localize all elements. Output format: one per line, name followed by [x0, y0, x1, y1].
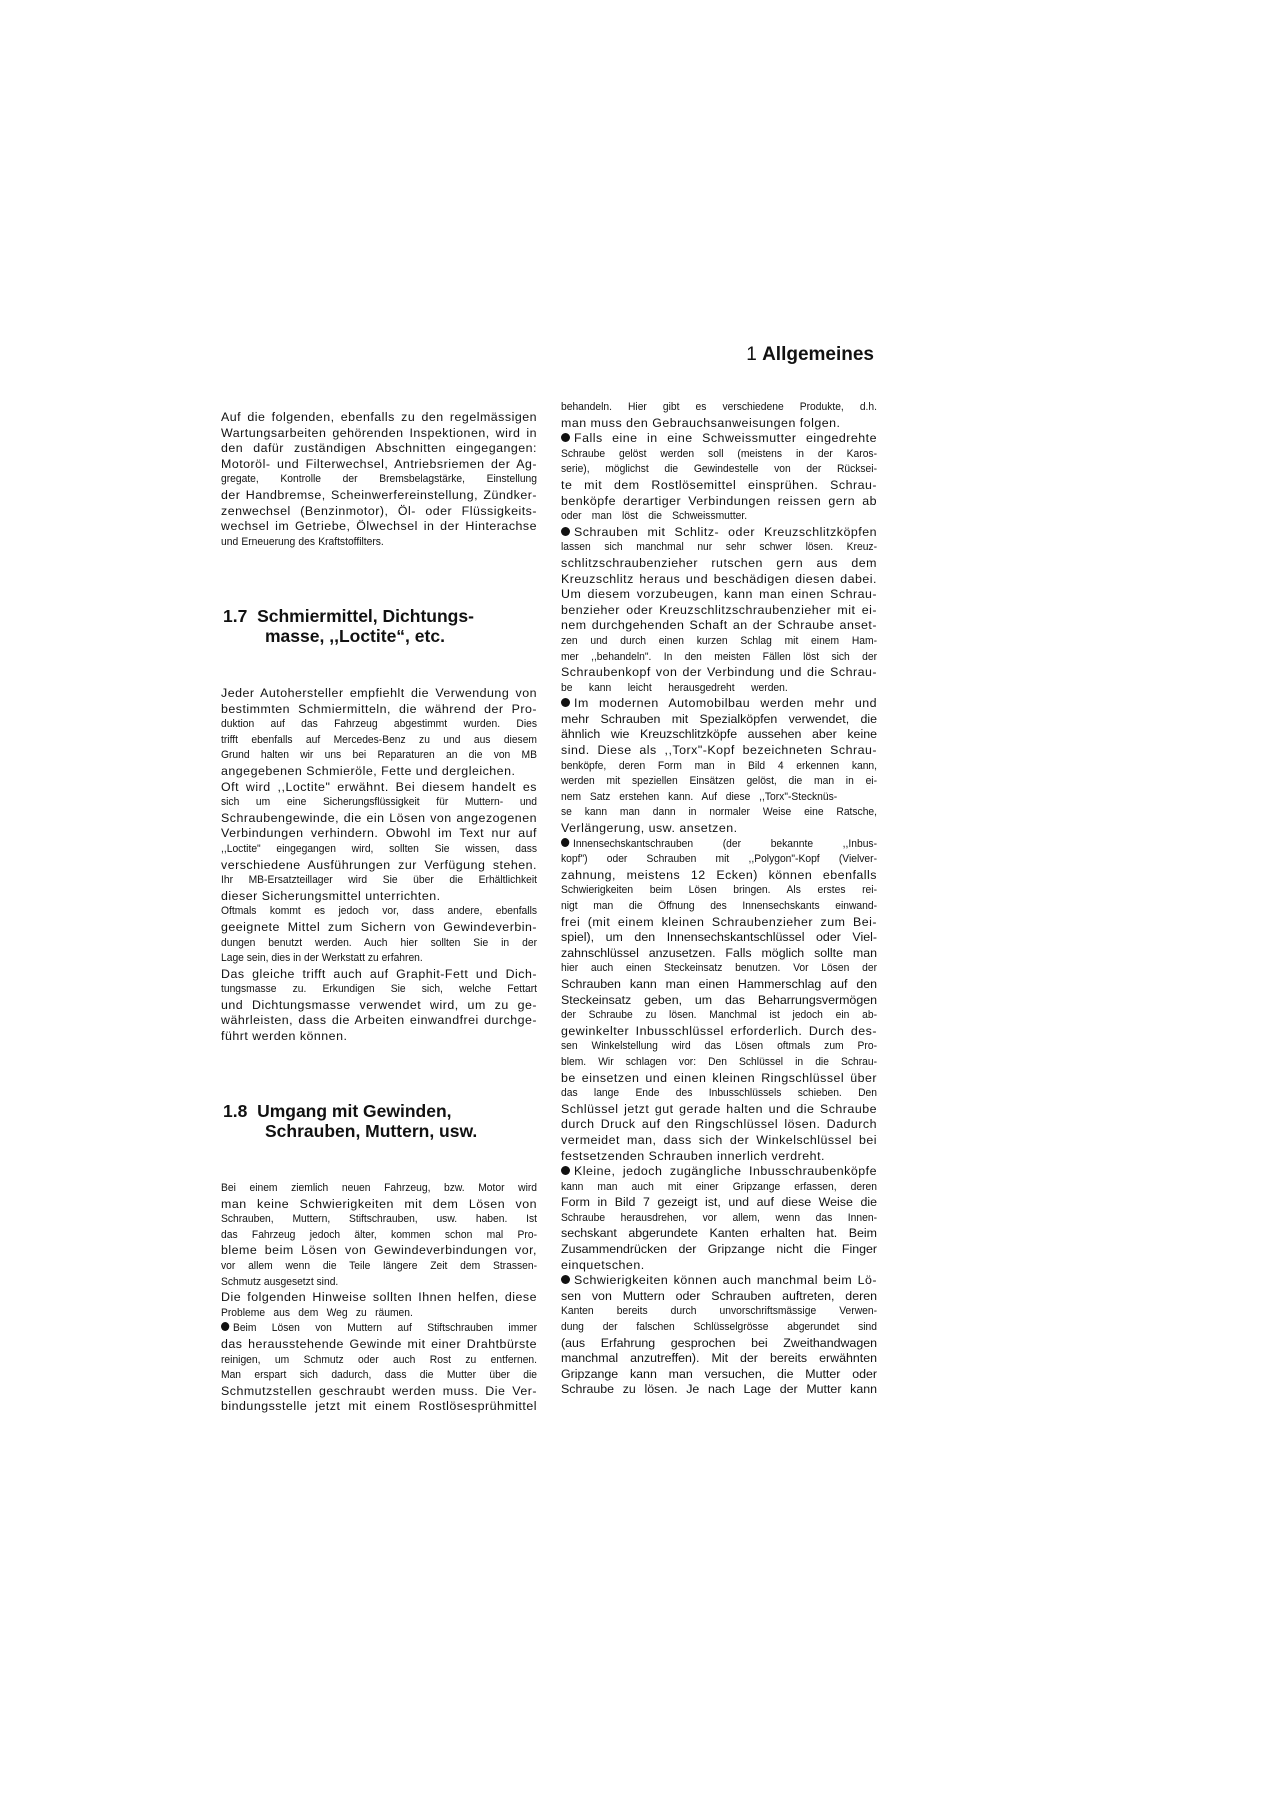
- text-line: Schrauben, Muttern, Stiftschrauben, usw. haben. Ist: [221, 1213, 538, 1226]
- text-line: Verlängerung, usw. ansetzen.: [561, 821, 738, 836]
- text-line: Schmutz ausgesetzt sind.: [221, 1275, 339, 1288]
- text-line: Auf die folgenden, ebenfalls zu den regelmässigen: [221, 410, 537, 424]
- bullet-icon: [561, 527, 570, 536]
- text-line: Kreuzschlitz heraus und beschädigen diesen dabei.: [561, 571, 877, 586]
- text-line: führt werden können.: [221, 1029, 348, 1044]
- text-line: Gripzange kann man versuchen, die Mutter oder: [561, 1366, 877, 1381]
- text-line: bestimmten Schmiermitteln, die während der Pro-: [221, 701, 537, 716]
- text-line: Oftmals kommt es jedoch vor, dass andere, ebenfalls: [221, 905, 538, 918]
- text-line: sen Winkelstellung wird das Lösen oftmals zum Pro-: [561, 1040, 878, 1053]
- text-line: reinigen, um Schmutz oder auch Rost zu entfernen.: [221, 1353, 538, 1366]
- text-line: werden mit speziellen Einsätzen gelöst, die man in ei-: [561, 775, 878, 788]
- text-line: mer ,,behandeln". In den meisten Fällen löst sich der: [561, 650, 878, 663]
- text-line: be einsetzen und einen kleinen Ringschlüssel über: [561, 1070, 877, 1085]
- text-line: dieser Sicherungsmittel unterrichten.: [221, 888, 441, 903]
- text-line: festsetzenden Schrauben innerlich verdreht.: [561, 1148, 825, 1163]
- text-line: vermeidet man, dass sich der Winkelschlüssel bei: [561, 1132, 877, 1147]
- text-line: man keine Schwierigkeiten mit dem Lösen von: [221, 1196, 537, 1211]
- bullet-icon: [561, 1275, 570, 1284]
- text-line: Schraube gelöst werden soll (meistens in der Karos-: [561, 447, 878, 460]
- list-item-first-line: Kleine, jedoch zugängliche Inbusschraubenköpfe: [561, 1164, 877, 1180]
- text-line: Lage sein, dies in der Werkstatt zu erfahren.: [221, 952, 423, 965]
- text-line: wechsel im Getriebe, Ölwechsel in der Hinterachse: [221, 519, 537, 534]
- text-line: blem. Wir schlagen vor: Den Schlüssel in die Schrau-: [561, 1055, 878, 1068]
- text-line: manchmal anzutreffen). Mit der bereits erwähnten: [561, 1351, 877, 1366]
- text-line: benköpfe derartiger Verbindungen reissen gern ab: [561, 493, 877, 508]
- section-title-line1: Umgang mit Gewinden,: [257, 1101, 452, 1121]
- text-line: nem Satz erstehen kann. Auf diese ,,Torx"-Stecknüs-: [561, 790, 838, 803]
- text-line: behandeln. Hier gibt es verschiedene Produkte, d.h.: [561, 401, 878, 413]
- text-line: währleisten, dass die Arbeiten einwandfrei durchge-: [221, 1013, 537, 1028]
- text-line: nem durchgehenden Schaft an der Schraube anset-: [561, 618, 877, 633]
- chapter-number: 1: [746, 344, 757, 365]
- text-line: man muss den Gebrauchsanweisungen folgen.: [561, 415, 841, 430]
- text-line: oder man löst die Schweissmutter.: [561, 510, 748, 523]
- bullet-icon: [561, 1166, 570, 1175]
- text-line: dung der falschen Schlüsselgrösse abgerundet sind: [561, 1321, 878, 1334]
- text-line: Jeder Autohersteller empfiehlt die Verwendung von: [221, 686, 537, 700]
- text-line: das herausstehende Gewinde mit einer Drahtbürste: [221, 1336, 537, 1351]
- intro-paragraph: [221, 410, 537, 550]
- text-line: Schraubengewinde, die ein Lösen von angezogenen: [221, 810, 537, 825]
- text-line: duktion auf das Fahrzeug abgestimmt wurden. Dies: [221, 718, 538, 731]
- text-line: sen von Muttern oder Schrauben auftreten, deren: [561, 1288, 877, 1303]
- text-line: bindungsstelle jetzt mit einem Rostlösesprühmittel: [221, 1399, 537, 1414]
- bullet-icon: [561, 838, 569, 847]
- text-line: kann man auch mit einer Gripzange erfassen, deren: [561, 1180, 878, 1193]
- text-line: Steckeinsatz geben, um das Beharrungsvermögen: [561, 992, 877, 1007]
- chapter-title: Allgemeines: [762, 344, 874, 365]
- section-number: 1.8: [223, 1101, 248, 1121]
- chapter-header: [700, 344, 874, 366]
- section-title-line2: masse, ,,Loctite“, etc.: [265, 626, 445, 646]
- text-line: Die folgenden Hinweise sollten Ihnen helfen, diese: [221, 1290, 537, 1305]
- text-line: Oft wird ,,Loctite" erwähnt. Bei diesem handelt es: [221, 779, 537, 794]
- text-line: zahnung, meistens 12 Ecken) können ebenfalls: [561, 867, 877, 882]
- list-item-first-line: Falls eine in eine Schweissmutter eingedrehte: [561, 431, 877, 447]
- text-line: sechskant abgerundete Kanten erhalten hat. Beim: [561, 1226, 877, 1241]
- text-line: Kanten bereits durch unvorschriftsmässige Verwen-: [561, 1305, 878, 1318]
- text-line: Motoröl- und Filterwechsel, Antriebsriemen der Ag-: [221, 456, 537, 471]
- text-line: Probleme aus dem Weg zu räumen.: [221, 1306, 413, 1319]
- text-line: dungen benutzt werden. Auch hier sollten Sie in der: [221, 936, 538, 949]
- text-line: benköpfe, deren Form man in Bild 4 erkennen kann,: [561, 759, 878, 772]
- text-line: verschiedene Ausführungen zur Verfügung stehen.: [221, 857, 537, 872]
- text-line: Schraubenkopf von der Verbindung und die Schrau-: [561, 665, 877, 680]
- text-line: ähnlich wie Kreuzschlitzköpfe aussehen aber keine: [561, 727, 877, 742]
- list-item-first-line: Schrauben mit Schlitz- oder Kreuzschlitzköpfen: [561, 525, 877, 541]
- text-line: Um diesem vorzubeugen, kann man einen Schrau-: [561, 587, 877, 602]
- text-line: zenwechsel (Benzinmotor), Öl- oder Flüssigkeits-: [221, 503, 537, 518]
- text-line: sind. Diese als ,,Torx"-Kopf bezeichneten Schrau-: [561, 743, 877, 758]
- bullet-icon: [221, 1322, 229, 1331]
- text-line: hier auch einen Steckeinsatz benutzen. Vor Lösen der: [561, 962, 878, 975]
- text-line: lassen sich manchmal nur sehr schwer lösen. Kreuz-: [561, 541, 878, 554]
- text-line: Schrauben kann man einen Hammerschlag auf den: [561, 976, 877, 991]
- text-line: durch Druck auf den Ringschlüssel lösen. Dadurch: [561, 1117, 877, 1132]
- text-line: geeignete Mittel zum Sichern von Gewindeverbin-: [221, 919, 537, 934]
- text-line: bleme beim Lösen von Gewindeverbindungen vor,: [221, 1243, 537, 1258]
- text-line: benzieher oder Kreuzschlitzschraubenzieher mit ei-: [561, 602, 877, 617]
- text-line: und Erneuerung des Kraftstoffilters.: [221, 535, 384, 548]
- text-line: das Fahrzeug jedoch älter, kommen schon mal Pro-: [221, 1228, 538, 1241]
- text-line: Wartungsarbeiten gehörenden Inspektionen, wird in: [221, 425, 537, 440]
- text-line: Schwierigkeiten beim Lösen bringen. Als erstes rei-: [561, 884, 878, 897]
- text-line: Bei einem ziemlich neuen Fahrzeug, bzw. Motor wird: [221, 1182, 538, 1194]
- section-title-line1: Schmiermittel, Dichtungs-: [257, 606, 474, 626]
- text-line: be kann leicht herausgedreht werden.: [561, 681, 788, 694]
- right-column-body: [561, 400, 877, 1398]
- section-heading-1-7: [223, 606, 474, 646]
- list-item-first-line: Innensechskantschrauben (der bekannte ,,Inbus-: [561, 837, 877, 853]
- text-line: einquetschen.: [561, 1257, 645, 1272]
- list-item-first-line: Beim Lösen von Muttern auf Stiftschrauben immer: [221, 1321, 537, 1337]
- text-line: der Schraube zu lösen. Manchmal ist jedoch ein ab-: [561, 1009, 878, 1022]
- section-1-7-body: [221, 686, 537, 1045]
- text-line: te mit dem Rostlösemittel einsprühen. Schrau-: [561, 477, 877, 492]
- text-line: zahnschlüssel anzusetzen. Falls möglich sollte man: [561, 945, 877, 960]
- text-line: den dafür zuständigen Abschnitten eingegangen:: [221, 441, 537, 456]
- bullet-icon: [561, 698, 570, 707]
- text-line: se kann man dann in normaler Weise eine Ratsche,: [561, 806, 878, 819]
- text-line: gewinkelter Inbusschlüssel erforderlich. Durch des-: [561, 1023, 877, 1038]
- text-line: Verbindungen verhindern. Obwohl im Text nur auf: [221, 826, 537, 841]
- text-line: das lange Ende des Inbusschlüssels schieben. Den: [561, 1087, 878, 1100]
- text-line: (aus Erfahrung gesprochen bei Zweithandwagen: [561, 1335, 877, 1350]
- text-line: und Dichtungsmasse verwendet wird, um zu ge-: [221, 997, 537, 1012]
- text-line: Grund halten wir uns bei Reparaturen an die von MB: [221, 749, 538, 762]
- text-line: sich um eine Sicherungsflüssigkeit für Muttern- und: [221, 796, 538, 809]
- section-number: 1.7: [223, 606, 248, 626]
- text-line: tungsmasse zu. Erkundigen Sie sich, welche Fettart: [221, 983, 538, 996]
- text-line: kopf") oder Schrauben mit ,,Polygon"-Kopf (Vielver-: [561, 853, 878, 866]
- section-title-line2: Schrauben, Muttern, usw.: [265, 1121, 478, 1141]
- text-line: Man erspart sich dadurch, dass die Mutter über die: [221, 1369, 538, 1382]
- list-item-first-line: Im modernen Automobilbau werden mehr und: [561, 696, 877, 712]
- text-line: Schraube herausdrehen, vor allem, wenn das Innen-: [561, 1211, 878, 1224]
- text-line: Schraube zu lösen. Je nach Lage der Mutter kann: [561, 1382, 877, 1397]
- section-1-8-body: [221, 1181, 537, 1415]
- text-line: Das gleiche trifft auch auf Graphit-Fett und Dich-: [221, 966, 537, 981]
- text-line: zen und durch einen kurzen Schlag mit einem Ham-: [561, 634, 878, 647]
- text-line: Schmutzstellen geschraubt werden muss. Die Ver-: [221, 1383, 537, 1398]
- text-line: frei (mit einem kleinen Schraubenzieher zum Bei-: [561, 914, 877, 929]
- text-line: Form in Bild 7 gezeigt ist, und auf diese Weise die: [561, 1195, 877, 1210]
- text-line: nigt man die Öffnung des Innensechskants einwand-: [561, 900, 878, 912]
- text-line: spiel), um den Innensechskantschlüssel oder Viel-: [561, 930, 877, 945]
- text-line: Schlüssel jetzt gut gerade halten und die Schraube: [561, 1101, 877, 1116]
- text-line: Ihr MB-Ersatzteillager wird Sie über die Erhältlichkeit: [221, 874, 538, 887]
- text-line: schlitzschraubenzieher rutschen gern aus dem: [561, 555, 877, 570]
- text-line: trifft ebenfalls auf Mercedes-Benz zu und aus diesem: [221, 733, 538, 746]
- text-line: ,,Loctite" eingegangen wird, sollten Sie wissen, dass: [221, 842, 538, 855]
- text-line: serie), möglichst die Gewindestelle von der Rücksei-: [561, 463, 878, 476]
- text-line: angegebenen Schmieröle, Fette und dergleichen.: [221, 763, 516, 778]
- list-item-first-line: Schwierigkeiten können auch manchmal beim Lö-: [561, 1273, 877, 1289]
- text-line: Zusammendrücken der Gripzange nicht die Finger: [561, 1242, 877, 1257]
- text-line: mehr Schrauben mit Spezialköpfen verwendet, die: [561, 711, 877, 726]
- text-line: der Handbremse, Scheinwerfereinstellung, Zündker-: [221, 487, 537, 502]
- section-heading-1-8: [223, 1101, 477, 1141]
- text-line: gregate, Kontrolle der Bremsbelagstärke, Einstellung: [221, 473, 538, 486]
- bullet-icon: [561, 433, 570, 442]
- text-line: vor allem wenn die Teile längere Zeit dem Strassen-: [221, 1259, 538, 1272]
